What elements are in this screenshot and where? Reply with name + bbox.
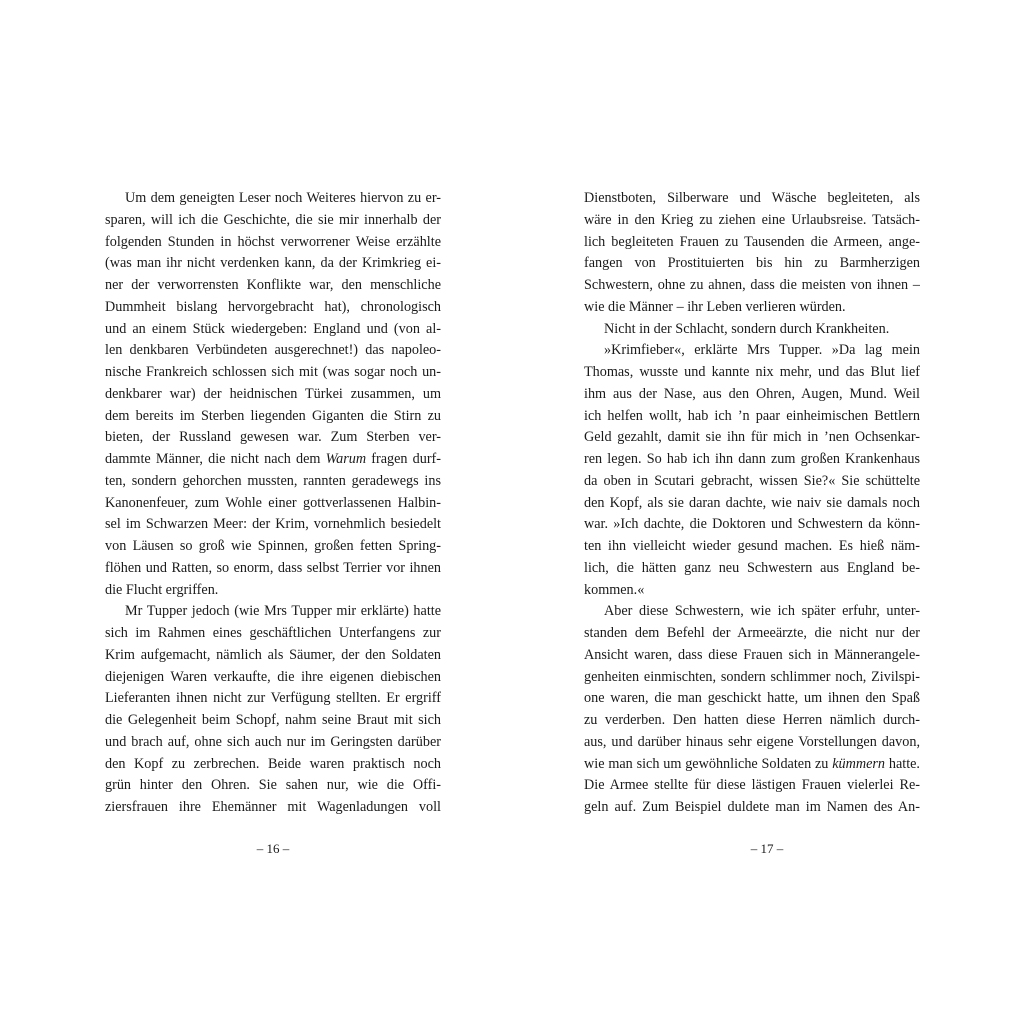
text-run: hatte. [885, 755, 920, 772]
text-line: fangen von Prostituierten bis hin zu Barmherzigen [584, 255, 920, 272]
text-line: sparen, will ich die Geschichte, die sie mir innerhalb der [105, 211, 441, 228]
text-line: Dummheit bislang hervorgebracht hat), chronologisch [105, 298, 441, 315]
text-line: den Kopf, als sie daran dachte, wie naiv sie damals noch [584, 494, 920, 511]
text-line: »Krimfieber«, erklärte Mrs Tupper. »Da lag mein [604, 342, 920, 359]
text-line: Dienstboten, Silberware und Wäsche begleiteten, als [584, 190, 920, 206]
text-line: ner der verworrensten Konflikte war, den menschliche [105, 277, 441, 293]
text-line: wie die Männer – ihr Leben verlieren würden. [584, 298, 846, 315]
text-line: den Kopf zu zerbrechen. Beide waren praktisch noch [105, 755, 441, 772]
text-line: Mr Tupper jedoch (wie Mrs Tupper mir erklärte) hatte [125, 603, 441, 620]
text-line: folgenden Stunden in höchst verworrener Weise erzählte [105, 233, 441, 250]
text-line: ten ihn vielleicht wieder gesund machen. Es hieß näm- [584, 538, 920, 554]
text-line: kommen.« [584, 581, 645, 598]
text-line: denkbarer war) der heidnischen Türkei zusammen, um [105, 385, 441, 402]
text-line: genheiten einmischten, sondern schlimmer noch, Zivilspi- [584, 668, 920, 685]
text-line: Thomas, wusste und kannte nix mehr, und das Blut lief [584, 364, 920, 380]
text-line [105, 449, 441, 471]
text-line: lich, die hätten ganz neu Schwestern aus England be- [584, 559, 920, 576]
italic-word: kümmern [832, 755, 886, 772]
text-line: lich begleiteten Frauen zu Tausenden die Armeen, ange- [584, 233, 920, 250]
text-line: Geld gezahlt, damit sie ihn für mich in ’nen Ochsenkar- [584, 429, 920, 446]
text-line: sel im Schwarzen Meer: der Krim, vornehmlich besiedelt [105, 516, 441, 533]
text-line: die Flucht ergriffen. [105, 581, 219, 598]
text-line: bieten, der Russland gewesen war. Zum Sterben ver- [105, 429, 441, 446]
page-number-right: – 17 – [750, 841, 784, 856]
text-line: diejenigen Waren verkaufte, die ihre eigenen diebischen [105, 668, 441, 685]
text-line: len denkbaren Verbündeten ausgerechnet!) das napoleo- [105, 342, 441, 359]
text-line: Krim aufgemacht, nämlich als Säumer, der den Soldaten [105, 646, 441, 663]
text-line: von Läusen so groß wie Spinnen, großen fetten Spring- [105, 538, 441, 554]
text-line: flöhen und Ratten, so enorm, dass selbst Terrier vor ihnen [105, 559, 441, 576]
text-line: grün hinter den Ohren. Sie sahen nur, wie die Offi- [105, 777, 441, 794]
text-line: geln auf. Zum Beispiel duldete man im Namen des An- [584, 799, 920, 815]
page-number-left: – 16 – [256, 841, 290, 856]
text-line: sich im Rahmen eines geschäftlichen Unterfangens zur [105, 625, 441, 641]
text-run: fragen durf- [366, 451, 441, 467]
italic-word: Warum [325, 451, 367, 467]
text-line: und brach auf, ohne sich auch nur im Geringsten darüber [105, 733, 441, 750]
text-run: wie man sich um gewöhnliche Soldaten zu [584, 755, 833, 772]
text-line: standen dem Befehl der Armeeärzte, die nicht nur der [584, 625, 920, 641]
text-line: Schwestern, ohne zu ahnen, dass die meisten von ihnen – [584, 277, 920, 293]
left-page [105, 188, 441, 819]
text-line: ihm aus der Nase, aus den Ohren, Augen, Mund. Weil [584, 385, 920, 402]
text-line: und an einem Stück wiedergeben: England und (von al- [105, 320, 441, 337]
right-page [584, 188, 920, 819]
text-line: Aber diese Schwestern, wie ich später erfuhr, unter- [604, 603, 920, 620]
text-line: die Gelegenheit beim Schopf, nahm seine Braut mit sich [105, 712, 441, 728]
text-line: nische Frankreich schlossen sich mit (was sogar noch un- [105, 364, 441, 380]
text-line: ziersfrauen ihre Ehemänner mit Wagenladungen voll [105, 799, 441, 815]
text-line: Lieferanten ihnen nicht zur Verfügung stellten. Er ergriff [105, 690, 441, 707]
text-line: war. »Ich dachte, die Doktoren und Schwestern da könn- [584, 516, 920, 533]
text-line: aus, und darüber hinaus sehr eigene Vorstellungen davon, [584, 733, 920, 750]
text-line: ren legen. So hab ich ihn dann zum großen Krankenhaus [584, 451, 920, 467]
text-line: Ansicht waren, dass diese Frauen sich in Männerangele- [584, 646, 920, 663]
text-line: Kanonenfeuer, zum Wohle einer gottverlassenen Halbin- [105, 494, 441, 511]
text-line: Die Armee stellte für diese lästigen Frauen vielerlei Re- [584, 777, 920, 794]
text-line [584, 754, 920, 776]
text-line: one waren, die man geschickt hatte, um ihnen den Spaß [584, 690, 920, 707]
text-line: dem bereits im Sterben liegenden Giganten die Stirn zu [105, 407, 441, 424]
text-line: ich helfen wollt, hab ich ’n paar einheimischen Bettlern [584, 407, 920, 424]
text-line: wäre in den Krieg zu ziehen eine Urlaubsreise. Tatsäch- [584, 211, 920, 228]
text-line: Um dem geneigten Leser noch Weiteres hiervon zu er- [125, 190, 441, 206]
text-line: da oben in Scutari gebracht, wissen Sie?« Sie schüttelte [584, 472, 920, 489]
text-line: (was man ihr nicht verdenken kann, da der Krimkrieg ei- [105, 255, 441, 272]
text-run: dammte Männer, die nicht nach dem [105, 451, 326, 467]
text-line: ten, sondern gehorchen mussten, rannten geradewegs ins [105, 472, 441, 489]
text-line: Nicht in der Schlacht, sondern durch Krankheiten. [604, 320, 890, 337]
text-line: zu verderben. Den hatten diese Herren nämlich durch- [584, 712, 920, 728]
